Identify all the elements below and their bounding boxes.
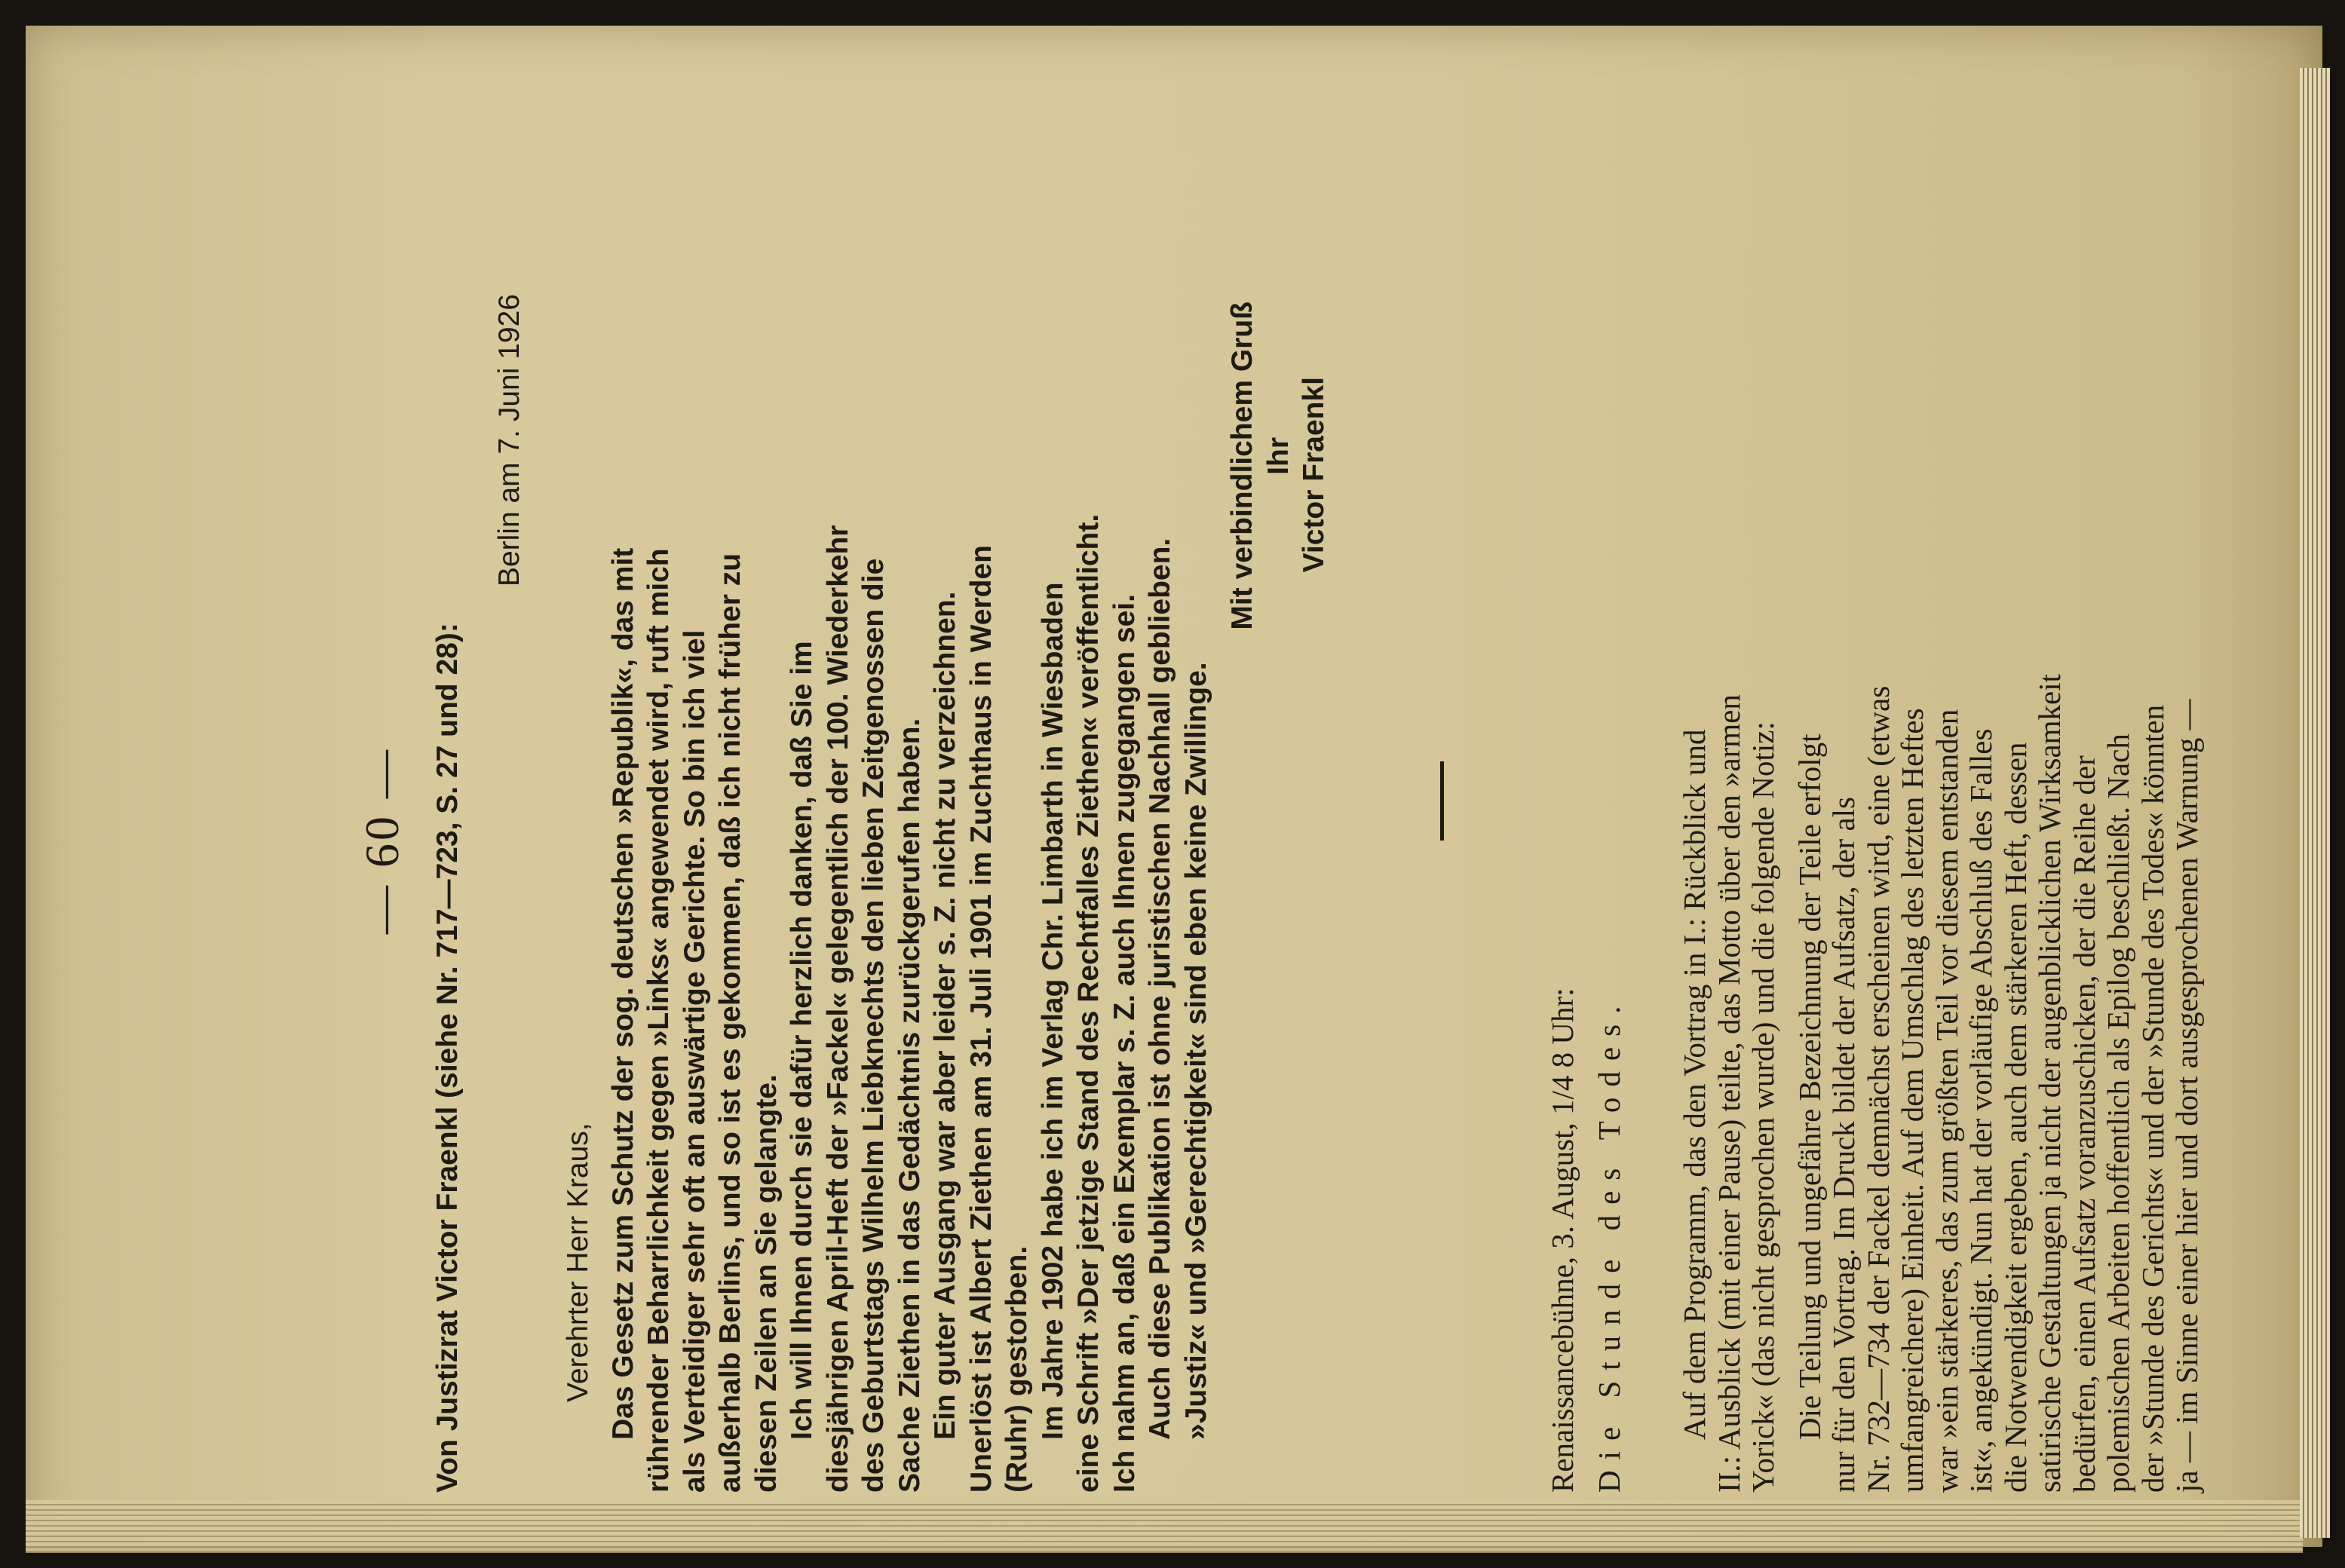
event-block xyxy=(1546,121,1626,1493)
body-line: umfangreichere) Einheit. Auf dem Umschlag des letzten Heftes xyxy=(1895,708,1930,1493)
body-text xyxy=(1678,121,2205,1493)
body-line: nur für den Vortrag. Im Druck bildet der Aufsatz, der als xyxy=(1826,796,1861,1493)
body-line: der »Stunde des Gerichts« und der »Stunde des Todes« könnten xyxy=(2135,704,2170,1493)
letter-date: Berlin am 7. Juni 1926 xyxy=(492,294,526,587)
body-line: Die Teilung und ungefähre Bezeichnung der Teile erfolgt xyxy=(1792,733,1827,1440)
body-line: ja — im Sinne einer hier und dort ausgesprochenen Warnung — xyxy=(2169,699,2204,1493)
letter-closing: Mit verbindlichem Gruß xyxy=(1226,302,1258,630)
letter-line: »Justiz« und »Gerechtigkeit« sind eben keine Zwillinge. xyxy=(1179,662,1212,1440)
letter-line: Unerlöst ist Albert Ziethen am 31. Juli 1901 im Zuchthaus in Werden xyxy=(964,545,998,1493)
page-stack-edge xyxy=(2300,68,2330,1538)
letter-line: Sache Ziethen in das Gedächtnis zurückgerufen haben. xyxy=(893,718,926,1493)
section-divider xyxy=(1440,761,1444,841)
letter-line: Im Jahre 1902 habe ich im Verlag Chr. Limbarth in Wiesbaden xyxy=(1036,582,1069,1440)
letter-heading: Von Justizrat Victor Fraenkl (siehe Nr. 717—723, S. 27 und 28): xyxy=(431,623,464,1493)
letter-closing-ihr: Ihr xyxy=(1261,437,1295,475)
letter-signature: Victor Fraenkl xyxy=(1298,377,1330,573)
body-line: die Notwendigkeit ergeben, auch dem stärkeren Heft, dessen xyxy=(1997,742,2033,1493)
body-line: Yorick« (das nicht gesprochen wurde) und die folgende Notiz: xyxy=(1746,721,1780,1493)
letter-salutation: Verehrter Herr Kraus, xyxy=(562,1122,594,1402)
letter-line: des Geburtstags Wilhelm Liebknechts den lieben Zeitgenossen die xyxy=(857,558,890,1493)
letter-line: als Verteidiger sehr oft an auswärtige Gerichte. So bin ich viel xyxy=(678,629,711,1493)
letter-line: Ein guter Ausgang war aber leider s. Z. nicht zu verzeichnen. xyxy=(929,591,961,1440)
body-line: polemischen Arbeiten hoffentlich als Epilog beschließt. Nach xyxy=(2101,733,2135,1493)
body-line: satirische Gestaltungen ja nicht der augenblicklichen Wirksamkeit xyxy=(2032,673,2067,1493)
letter-line: rührender Beharrlichkeit gegen »Links« angewendet wird, ruft mich xyxy=(642,548,675,1493)
event-venue: Renaissancebühne, 3. August, 1/4 8 Uhr: xyxy=(1545,988,1580,1493)
body-line: war »ein stärkeres, das zum größten Teil vor diesem entstanden xyxy=(1929,709,1964,1493)
rotated-page-content xyxy=(264,143,2204,1538)
letter-line: diesen Zeilen an Sie gelangte. xyxy=(749,1074,783,1493)
body-line: bedürfen, einen Aufsatz voranzuschicken, der die Reihe der xyxy=(2066,755,2101,1493)
letter-block xyxy=(430,121,1332,1493)
page-number: — 60 — xyxy=(355,747,409,934)
body-line: Auf dem Programm, das den Vortrag in I.: Rückblick und xyxy=(1677,729,1712,1440)
letter-line: eine Schrift »Der jetzige Stand des Rechtfalles Ziethen« veröffentlicht. xyxy=(1072,513,1105,1493)
letter-line: Ich nahm an, daß ein Exemplar s. Z. auch Ihnen zugegangen sei. xyxy=(1108,594,1141,1493)
letter-line: diesjährigen April-Heft der »Fackel« gelegentlich der 100. Wiederkehr xyxy=(821,525,854,1493)
letter-line: außerhalb Berlins, und so ist es gekommen, daß ich nicht früher zu xyxy=(714,553,746,1493)
letter-line: Das Gesetz zum Schutz der sog. deutschen »Republik«, das mit xyxy=(606,547,639,1440)
body-line: ist«, angekündigt. Nun hat der vorläufige Abschluß des Falles xyxy=(1963,728,1998,1493)
letter-line: (Ruhr) gestorben. xyxy=(1001,1245,1033,1493)
letter-line: Ich will Ihnen durch sie dafür herzlich danken, daß Sie im xyxy=(786,641,818,1440)
body-line: II.: Ausblick (mit einer Pause) teilte, das Motto über den »armen xyxy=(1711,694,1746,1493)
letter-line: Auch diese Publikation ist ohne juristischen Nachhall geblieben. xyxy=(1144,537,1176,1440)
body-line: Nr. 732—734 der Fackel demnächst erscheinen wird, eine (etwas xyxy=(1860,685,1896,1493)
event-title: Die Stunde des Todes. xyxy=(1591,995,1626,1493)
